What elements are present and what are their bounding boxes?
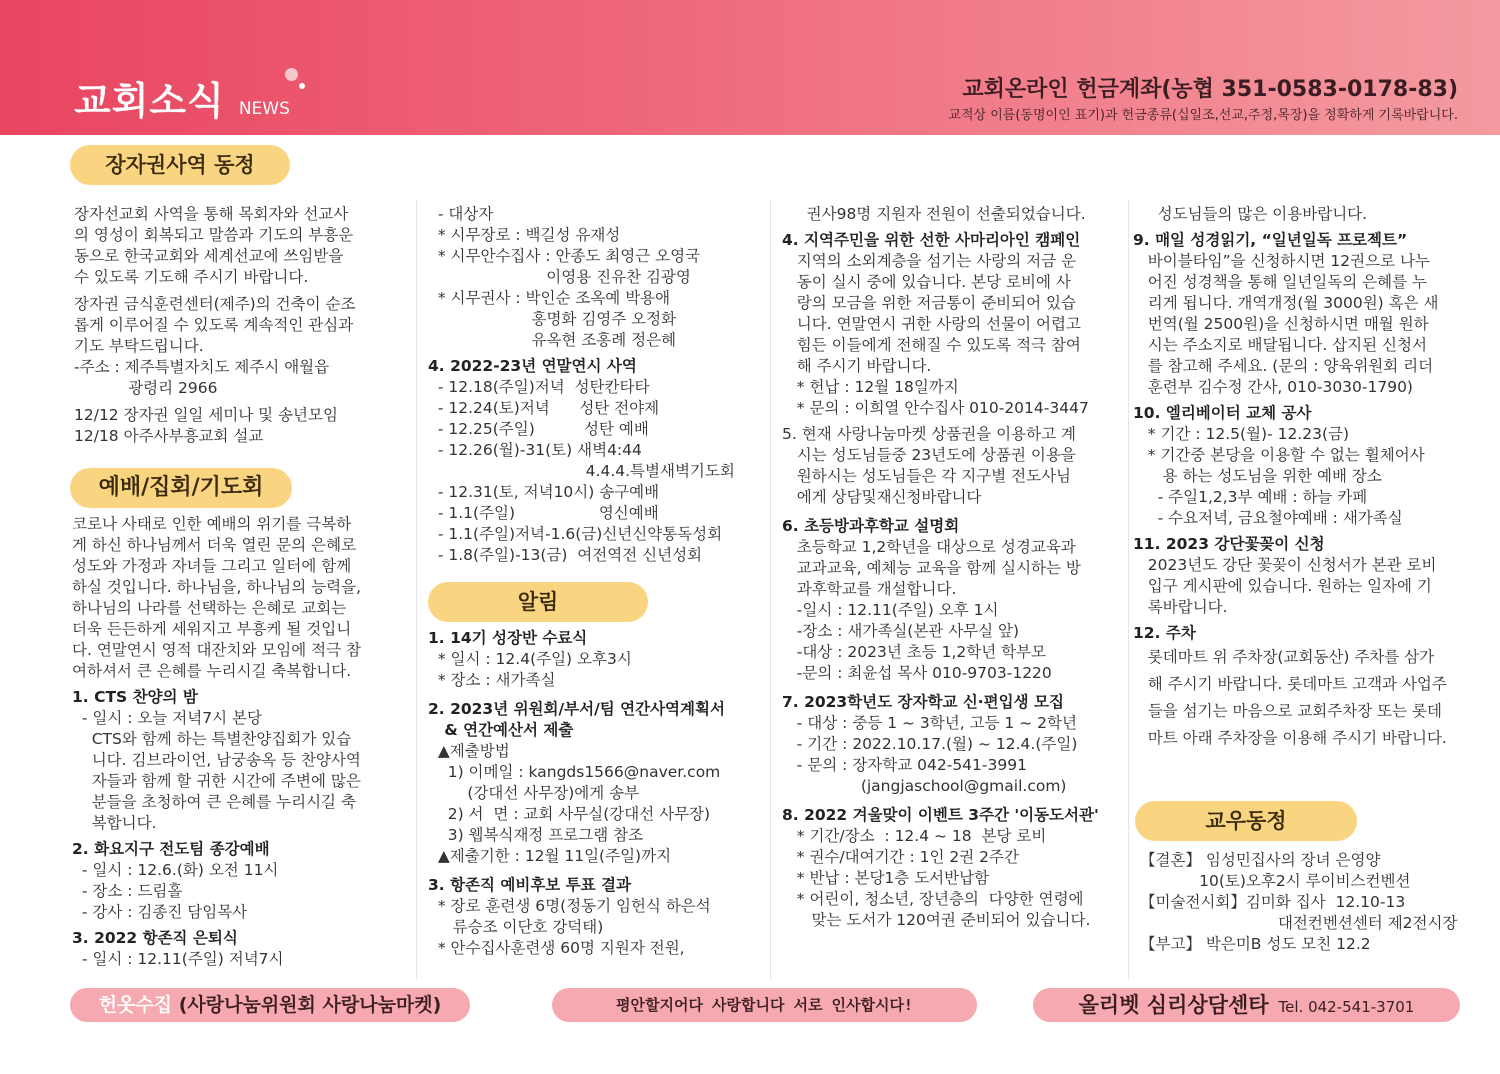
footer-counseling-name: 올리벳 심리상담센타: [1078, 993, 1269, 1017]
text-line: 2) 서 면 : 교회 사무실(강대선 사무장): [428, 805, 711, 823]
notice-4-title: 4. 지역주민을 위한 선한 사마리아인 캠페인: [782, 231, 1081, 249]
notice-1-body: [428, 649, 763, 691]
text-line: 해 주시기 바랍니다. 롯데마트 고객과 사업주: [1133, 675, 1447, 693]
notice-7-title: 7. 2023학년도 장자학교 신·편입생 모집: [782, 693, 1064, 711]
text-line: 바이블타임”을 신청하시면 12권으로 나누: [1133, 252, 1430, 270]
notice-4-body: [782, 251, 1127, 419]
text-line: 맞는 도서가 120여권 준비되어 있습니다.: [782, 911, 1091, 929]
item-yearend-body: [428, 377, 763, 566]
text-line: - 일시 : 오늘 저녁7시 본당: [72, 709, 262, 727]
text-line: (jangjaschool@gmail.com): [782, 777, 1067, 795]
column-2: [428, 204, 763, 566]
text-line: 장자권 금식훈련센터(제주)의 건축이 순조: [74, 295, 356, 313]
text-line: -장소 : 새가족실(본관 사무실 앞): [782, 622, 1020, 640]
notice-2-body: [428, 741, 763, 867]
text-line: * 기간/장소 : 12.4 ~ 18 본당 로비: [782, 827, 1047, 845]
text-line: - 기간 : 2022.10.17.(월) ~ 12.4.(주일): [782, 735, 1078, 753]
item-tuesday-body: [72, 860, 407, 923]
text-line: CTS와 함께 하는 특별찬양집회가 있습: [72, 730, 352, 748]
text-line: 장자선교회 사역을 통해 목회자와 선교사: [74, 205, 349, 223]
decorative-dot-small-icon: [299, 83, 305, 89]
footer-clothes-highlight: 헌옷수집: [98, 994, 173, 1016]
text-line: 코로나 사태로 인한 예배의 위기를 극복하: [72, 515, 352, 533]
text-line: - 장소 : 드림홀: [72, 882, 183, 900]
column-divider: [1128, 200, 1129, 980]
notice-12-title: 12. 주차: [1133, 624, 1196, 642]
text-line: 들을 섬기는 마음으로 교회주차장 또는 롯데: [1133, 702, 1442, 720]
text-line: * 기간중 본당을 이용할 수 없는 휠체어사: [1133, 446, 1425, 464]
column-divider: [416, 200, 417, 980]
notice-12-body: [1133, 644, 1473, 752]
text-line: * 장소 : 새가족실: [428, 671, 556, 689]
notice-3-cont: 권사98명 지원자 전원이 선출되었습니다.: [782, 205, 1086, 223]
notice-5-body: [782, 424, 1127, 508]
text-line: 성도와 가정과 자녀들 그리고 일터에 함께: [72, 557, 352, 575]
text-line: 수 있도록 기도해 주시기 바랍니다.: [74, 268, 309, 286]
text-line: -주소 : 제주특별자치도 제주시 애월읍: [74, 358, 330, 376]
text-line: 번역(월 2500원)을 신청하시면 매월 원하: [1133, 315, 1429, 333]
text-line: 하실 것입니다. 하나님을, 하나님의 능력을,: [72, 578, 362, 596]
notice-8-title: 8. 2022 겨울맞이 이벤트 3주간 '이동도서관': [782, 806, 1099, 824]
account-title: 교회온라인 헌금계좌(농협 351-0583-0178-83): [962, 77, 1458, 102]
item-retire-body: [72, 949, 407, 970]
text-line: 복합니다.: [72, 814, 157, 832]
text-line: - 대상 : 중등 1 ~ 3학년, 고등 1 ~ 2학년: [782, 714, 1077, 732]
text-line: 동으로 한국교회와 세계선교에 쓰임받을: [74, 247, 344, 265]
text-line: 4.4.4.특별새벽기도회: [428, 462, 735, 480]
page-subtitle: NEWS: [238, 99, 290, 119]
footer-clothes-drive: [70, 988, 470, 1022]
text-line: 입구 게시판에 있습니다. 원하는 일자에 기: [1133, 577, 1432, 595]
text-line: 시는 성도님들중 23년도에 상품권 이용을: [782, 446, 1076, 464]
text-line: 용 하는 성도님을 위한 예배 장소: [1133, 467, 1382, 485]
text-line: 2023년도 강단 꽃꽂이 신청서가 본관 로비: [1133, 556, 1437, 574]
column-divider: [770, 200, 771, 980]
notice-10-body: [1133, 424, 1473, 529]
notice-9-body: [1133, 251, 1473, 398]
text-line: 유옥현 조홍례 정은혜: [428, 331, 677, 349]
section-jangja: 장자권사역 동정: [70, 145, 290, 185]
text-line: * 장로 훈련생 6명(정동기 임헌식 하은석: [428, 897, 711, 915]
text-line: 하나님의 나라를 선택하는 은혜로 교회는: [72, 599, 347, 617]
text-line: 10(토)오후2시 루이비스컨벤션: [1140, 872, 1411, 890]
item-cts-title: 1. CTS 찬양의 밤: [72, 688, 198, 706]
text-line: 홍명화 김영주 오정화: [428, 310, 677, 328]
text-line: * 어린이, 청소년, 장년층의 다양한 연령에: [782, 890, 1084, 908]
item-retire-title: 3. 2022 항존직 은퇴식: [72, 929, 238, 947]
text-line: 의 영성이 회복되고 말씀과 기도의 부흥운: [74, 226, 354, 244]
text-line: 니다. 연말연시 귀한 사랑의 선물이 어렵고: [782, 315, 1081, 333]
text-line: 12/12 장자권 일일 세미나 및 송년모임: [74, 406, 338, 424]
footer-counseling-tel: Tel. 042-541-3701: [1278, 998, 1415, 1016]
text-line: - 1.1(주일)저녁-1.6(금)신년신약통독성회: [428, 525, 723, 543]
notice-3-body: [428, 896, 763, 959]
text-line: 과후학교를 개설합니다.: [782, 580, 957, 598]
decorative-dot-icon: [285, 68, 298, 81]
column-1-worship: [72, 514, 407, 970]
text-line: - 일시 : 12.11(주일) 저녁7시: [72, 950, 284, 968]
notice-11-title: 11. 2023 강단꽃꽂이 신청: [1133, 535, 1325, 553]
text-line: 기도 부탁드립니다.: [74, 337, 204, 355]
text-line: 지역의 소외계층을 섬기는 사랑의 저금 운: [782, 252, 1076, 270]
text-line: - 12.18(주일)저녁 성탄칸타타: [428, 378, 650, 396]
item-yearend-title: 4. 2022-23년 연말연시 사역: [428, 357, 637, 375]
text-line: 류승조 이단호 강덕태): [428, 918, 604, 936]
elders-list: [428, 204, 763, 351]
text-line: 여하셔서 큰 은혜를 누리시길 축복합니다.: [72, 662, 352, 680]
fellowship-list: [1140, 850, 1480, 955]
notice-9-title: 9. 매일 성경읽기, “일년일독 프로젝트”: [1133, 231, 1408, 249]
account-note: 교적상 이름(동명이인 표기)과 헌금종류(십일조,선교,주정,목장)을 정확하게 기록바랍니다.: [948, 108, 1458, 123]
text-line: 분들을 초청하여 큰 은혜를 누리시길 축: [72, 793, 356, 811]
column-4: [1133, 204, 1473, 752]
text-line: - 12.24(토)저녁 성탄 전야제: [428, 399, 660, 417]
notice-10-title: 10. 엘리베이터 교체 공사: [1133, 404, 1312, 422]
text-line: 롯데마트 위 주차장(교회동산) 주차를 삼가: [1133, 648, 1435, 666]
text-line: 【부고】 박은미B 성도 모친 12.2: [1140, 935, 1371, 953]
text-line: * 문의 : 이희열 안수집사 010-2014-3447: [782, 399, 1089, 417]
text-line: ▲제출기한 : 12월 11일(주일)까지: [428, 847, 672, 865]
text-line: 게 하신 하나님께서 더욱 열린 문의 은혜로: [72, 536, 357, 554]
text-line: 1) 이메일 : kangds1566@naver.com: [428, 763, 721, 781]
text-line: * 헌납 : 12월 18일까지: [782, 378, 959, 396]
text-line: 【결혼】 임성민집사의 장녀 은영양: [1140, 851, 1381, 869]
text-line: - 12.26(월)-31(토) 새벽4:44: [428, 441, 642, 459]
text-line: * 일시 : 12.4(주일) 오후3시: [428, 650, 632, 668]
text-line: - 강사 : 김종진 담임목사: [72, 903, 248, 921]
text-line: * 시무권사 : 박인순 조옥예 박용애: [428, 289, 671, 307]
text-line: 5. 현재 사랑나눔마켓 상품권을 이용하고 계: [782, 425, 1076, 443]
notice-1-title: 1. 14기 성장반 수료식: [428, 629, 588, 647]
footer-greeting: 평안할지어다 사랑합니다 서로 인사합시다!: [552, 988, 977, 1022]
text-line: * 안수집사훈련생 60명 지원자 전원,: [428, 939, 685, 957]
notice-8-cont: 성도님들의 많은 이용바랍니다.: [1133, 205, 1368, 223]
notice-7-body: [782, 713, 1127, 797]
text-line: (강대선 사무장)에게 송부: [428, 784, 640, 802]
item-cts-body: [72, 708, 407, 834]
text-line: -문의 : 최윤섭 목사 010-9703-1220: [782, 664, 1052, 682]
text-line: - 1.1(주일) 영신예배: [428, 504, 659, 522]
jangja-text: [74, 204, 404, 447]
section-worship: 예배/집회/기도회: [70, 468, 292, 508]
header-banner: [0, 0, 1500, 135]
text-line: 니다. 김브라이언, 남궁송옥 등 찬양사역: [72, 751, 361, 769]
text-line: - 문의 : 장자학교 042-541-3991: [782, 756, 1027, 774]
footer-counseling: [1033, 988, 1460, 1022]
footer-clothes-text: (사랑나눔위원회 사랑나눔마켓): [172, 994, 442, 1016]
text-line: * 시무장로 : 백길성 유재성: [428, 226, 621, 244]
text-line: 를 참고해 주세요. (문의 : 양육위원회 리더: [1133, 357, 1434, 375]
column-2-notice: [428, 628, 763, 959]
brand: [74, 70, 290, 125]
text-line: * 권수/대여기간 : 1인 2권 2주간: [782, 848, 1019, 866]
worship-text: [72, 514, 407, 682]
text-line: 12/18 아주사부흥교회 설교: [74, 427, 264, 445]
text-line: 이영용 진유찬 김광영: [428, 268, 691, 286]
text-line: 록바랍니다.: [1133, 598, 1228, 616]
text-line: - 수요저녁, 금요철야예배 : 새가족실: [1133, 509, 1403, 527]
text-line: * 시무안수집사 : 안종도 최영근 오영국: [428, 247, 701, 265]
column-1: [74, 204, 404, 447]
text-line: -일시 : 12.11(주일) 오후 1시: [782, 601, 999, 619]
section-fellowship: 교우동정: [1135, 801, 1357, 841]
fellowship-body: [1140, 850, 1480, 955]
text-line: - 12.25(주일) 성탄 예배: [428, 420, 649, 438]
text-line: - 일시 : 12.6.(화) 오전 11시: [72, 861, 279, 879]
text-line: -대상 : 2023년 초등 1,2학년 학부모: [782, 643, 1047, 661]
text-line: 자들과 함께 할 귀한 시간에 주변에 많은: [72, 772, 361, 790]
notice-3-title: 3. 항존직 예비후보 투표 결과: [428, 876, 631, 894]
text-line: 리게 됩니다. 개역개정(월 3000원) 혹은 새: [1133, 294, 1439, 312]
text-line: - 대상자: [428, 205, 494, 223]
text-line: 어진 성경책을 통해 일년일독의 은혜를 누: [1133, 273, 1427, 291]
notice-11-body: [1133, 555, 1473, 618]
column-3: [782, 204, 1127, 931]
text-line: 원하시는 성도님들은 각 지구별 전도사님: [782, 467, 1072, 485]
text-line: - 주일1,2,3부 예배 : 하늘 카페: [1133, 488, 1368, 506]
notice-6-title: 6. 초등방과후학교 설명회: [782, 517, 960, 535]
text-line: * 기간 : 12.5(월)- 12.23(금): [1133, 425, 1350, 443]
text-line: - 12.31(토, 저녁10시) 송구예배: [428, 483, 660, 501]
text-line: 에게 상담및재신청바랍니다: [782, 488, 982, 506]
item-tuesday-title: 2. 화요지구 전도팀 종강예배: [72, 840, 270, 858]
text-line: 힘든 이들에게 전해질 수 있도록 적극 참여: [782, 336, 1081, 354]
text-line: 해 주시기 바랍니다.: [782, 357, 932, 375]
text-line: 훈련부 김수정 간사, 010-3030-1790): [1133, 378, 1413, 396]
notice-6-body: [782, 537, 1127, 684]
text-line: - 1.8(주일)-13(금) 여전역전 신년성회: [428, 546, 703, 564]
notice-8-body: [782, 826, 1127, 931]
text-line: 롭게 이루어질 수 있도록 계속적인 관심과: [74, 316, 354, 334]
text-line: 시는 주소지로 배달됩니다. 삽지된 신청서: [1133, 336, 1427, 354]
text-line: 더욱 든든하게 세워지고 부흥케 될 것입니: [72, 620, 352, 638]
notice-2-title: 2. 2023년 위원회/부서/팀 연간사역계획서: [428, 700, 725, 718]
text-line: 3) 웹복식재정 프로그램 참조: [428, 826, 644, 844]
notice-2-title-cont: & 연간예산서 제출: [428, 721, 574, 739]
text-line: * 반납 : 본당1층 도서반납함: [782, 869, 990, 887]
text-line: 광령리 2966: [74, 379, 218, 397]
text-line: 다. 연말연시 영적 대잔치와 모임에 적극 참: [72, 641, 362, 659]
text-line: 교과교육, 예체능 교육을 함께 실시하는 방: [782, 559, 1081, 577]
text-line: 【미술전시회】김미화 집사 12.10-13: [1140, 893, 1406, 911]
page-title: 교회소식: [74, 79, 225, 123]
text-line: 대전컨벤션센터 제2전시장: [1140, 914, 1458, 932]
text-line: ▲제출방법: [428, 742, 510, 760]
text-line: 동이 실시 중에 있습니다. 본당 로비에 사: [782, 273, 1071, 291]
text-line: 마트 아래 주차장을 이용해 주시기 바랍니다.: [1133, 729, 1447, 747]
section-notice: 알림: [428, 582, 648, 622]
text-line: 초등학교 1,2학년을 대상으로 성경교육과: [782, 538, 1076, 556]
text-line: 랑의 모금을 위한 저금통이 준비되어 있습: [782, 294, 1076, 312]
